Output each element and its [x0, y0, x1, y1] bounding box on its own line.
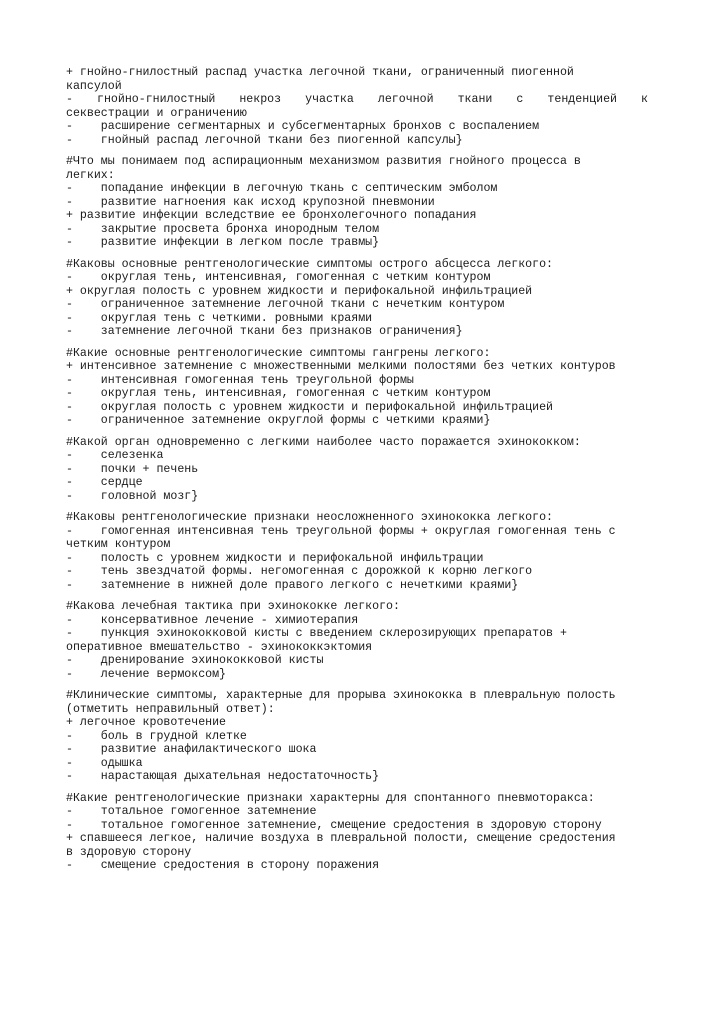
question-text: #Какие рентгенологические признаки характерны для спонтанного пневмоторакса:	[66, 791, 595, 805]
answer-line: - развитие анафилактического шока	[66, 743, 317, 756]
question-text: #Каковы рентгенологические признаки неосложненного эхинококка легкого:	[66, 511, 554, 524]
question-block	[66, 66, 648, 147]
answer-line: секвестрации и ограничению	[66, 106, 247, 120]
question-text: #Что мы понимаем под аспирационным механизмом развития гнойного процесса в	[66, 155, 581, 168]
question-block	[66, 689, 648, 784]
question-text: #Какой орган одновременно с легкими наиболее часто поражается эхинококком:	[66, 435, 581, 449]
answer-line: + гнойно-гнилостный распад участка легочной ткани, ограниченный пиогенной	[66, 66, 574, 79]
answer-line: - попадание инфекции в легочную ткань с септическим эмболом	[66, 182, 498, 195]
answer-line: - тень звездчатой формы. негомогенная с дорожкой к корню легкого	[66, 565, 533, 578]
answer-line: (отметить неправильный ответ):	[66, 702, 275, 716]
answer-line: + интенсивное затемнение с множественными мелкими полостями без четких контуров	[66, 360, 616, 373]
answer-line: + спавшееся легкое, наличие воздуха в плевральной полости, смещение средостения	[66, 832, 616, 845]
answer-line: - расширение сегментарных и субсегментарных бронхов с воспалением	[66, 120, 540, 133]
answer-line: - сердце	[66, 476, 143, 489]
answer-line: - затемнение в нижней доле правого легкого с нечеткими краями}	[66, 578, 519, 592]
question-block	[66, 511, 648, 592]
answer-line: четким контуром	[66, 538, 171, 551]
answer-line: - закрытие просвета бронха инородным телом	[66, 222, 380, 236]
answer-line: - боль в грудной клетке	[66, 729, 247, 743]
answer-line: - тотальное гомогенное затемнение	[66, 805, 317, 818]
answer-line: - округлая тень с четкими. ровными краями	[66, 311, 373, 325]
answer-line: - дренирование эхинококковой кисты	[66, 654, 324, 667]
answer-line: - развитие нагноения как исход крупозной пневмонии	[66, 195, 435, 209]
answer-line: - тотальное гомогенное затемнение, смещение средостения в здоровую сторону	[66, 818, 602, 832]
answer-line: + легочное кровотечение	[66, 716, 227, 729]
answer-line: + округлая полость с уровнем жидкости и перифокальной инфильтрацией	[66, 284, 533, 298]
question-block	[66, 347, 648, 428]
answer-line: - лечение вермоксом}	[66, 667, 227, 681]
answer-line: - селезенка	[66, 449, 164, 462]
answer-line: оперативное вмешательство - эхинококкэктомия	[66, 640, 373, 654]
answer-line: - округлая тень, интенсивная, гомогенная с четким контуром	[66, 387, 491, 400]
answer-line: - интенсивная гомогенная тень треугольной формы	[66, 373, 414, 387]
question-text: #Клинические симптомы, характерные для прорыва эхинококка в плевральную полость	[66, 689, 616, 702]
answer-line: - полость с уровнем жидкости и перифокальной инфильтрации	[66, 551, 484, 565]
document-body	[66, 66, 648, 881]
question-text: #Каковы основные рентгенологические симптомы острого абсцесса легкого:	[66, 257, 554, 271]
answer-line: в здоровую сторону	[66, 845, 192, 859]
answer-line: капсулой	[66, 79, 122, 93]
answer-line: - ограниченное затемнение округлой формы с четкими краями}	[66, 414, 491, 427]
question-block	[66, 600, 648, 681]
answer-line: - головной мозг}	[66, 489, 199, 503]
answer-line: - смещение средостения в сторону поражения	[66, 859, 380, 872]
answer-line: - консервативное лечение - химиотерапия	[66, 613, 359, 627]
answer-line: - округлая полость с уровнем жидкости и перифокальной инфильтрацией	[66, 400, 554, 414]
answer-line: - нарастающая дыхательная недостаточность}	[66, 770, 380, 783]
question-block	[66, 258, 648, 339]
answer-line: - одышка	[66, 756, 143, 770]
answer-line: - гомогенная интенсивная тень треугольной формы + округлая гомогенная тень с	[66, 524, 616, 538]
question-text: #Какова лечебная тактика при эхинококке легкого:	[66, 600, 400, 613]
question-text: #Какие основные рентгенологические симптомы гангрены легкого:	[66, 346, 491, 360]
answer-line: - почки + печень	[66, 462, 199, 476]
answer-line: - ограниченное затемнение легочной ткани с нечетким контуром	[66, 298, 505, 311]
question-block	[66, 155, 648, 250]
answer-line: легких:	[66, 168, 115, 182]
answer-line: - гнойно-гнилостный некроз участка легочной ткани с тенденцией к	[66, 93, 648, 106]
question-block	[66, 792, 648, 873]
answer-line: - гнойный распад легочной ткани без пиогенной капсулы}	[66, 133, 463, 147]
answer-line: + развитие инфекции вследствие ее бронхолегочного попадания	[66, 209, 477, 222]
question-block	[66, 436, 648, 504]
answer-line: - пункция эхинококковой кисты с введением склерозирующих препаратов +	[66, 627, 567, 640]
answer-line: - округлая тень, интенсивная, гомогенная с четким контуром	[66, 271, 491, 284]
answer-line: - затемнение легочной ткани без признаков ограничения}	[66, 325, 463, 338]
answer-line: - развитие инфекции в легком после травмы}	[66, 236, 380, 249]
